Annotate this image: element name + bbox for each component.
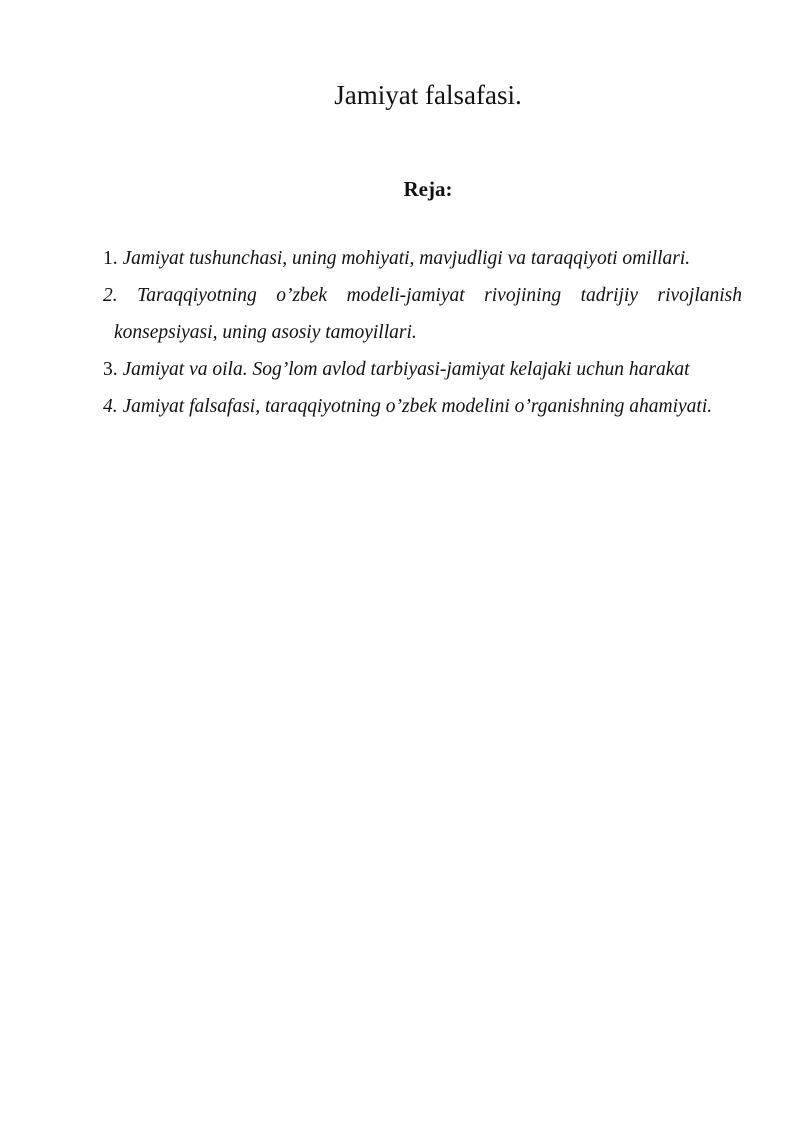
document-title: Jamiyat falsafasi. — [334, 80, 522, 110]
plan-item-number: 4. — [103, 396, 118, 417]
plan-item-text: Jamiyat va oila. Sog’lom avlod tarbiyasi-jamiyat kelajaki uchun harakat — [122, 359, 690, 380]
plan-item-number: 2. — [103, 285, 118, 306]
plan-heading: Reja: — [403, 177, 453, 201]
plan-item-1 — [103, 240, 742, 277]
plan-item-4 — [103, 388, 742, 425]
plan-item-text: Jamiyat tushunchasi, uning mohiyati, mavjudligi va taraqqiyoti omillari. — [122, 248, 691, 269]
plan-item-number: 3. — [103, 359, 118, 380]
plan-item-text: Jamiyat falsafasi, taraqqiyotning o’zbek modelini o’rganishning ahamiyati. — [122, 396, 713, 417]
plan-item-text: Taraqqiyotning o’zbek modeli-jamiyat rivojining tadrijiy rivojlanish konsepsiyasi, uning asosiy tamoyillari. — [114, 285, 742, 343]
plan-item-3 — [103, 351, 742, 388]
plan-item-number: 1. — [103, 248, 118, 269]
plan-list — [103, 240, 742, 425]
plan-item-2 — [103, 277, 742, 351]
